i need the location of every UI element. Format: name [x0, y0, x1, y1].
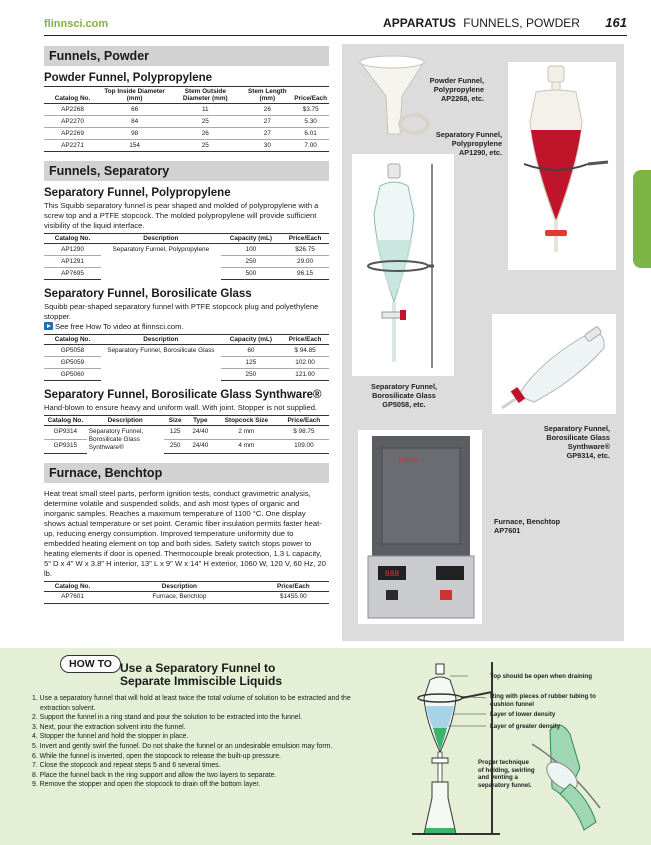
caption-line: AP1290, etc. [459, 148, 502, 157]
catalog-no: AP2271 [44, 140, 101, 152]
col-header: Type [187, 416, 214, 426]
cell: 4 mm [214, 439, 279, 453]
col-header: Stem Length (mm) [242, 87, 292, 104]
video-link-text: See free How To video at flinnsci.com. [55, 322, 184, 331]
col-header: Capacity (mL) [221, 335, 281, 345]
table-row [44, 116, 329, 128]
furnace-brand: Thermo [398, 458, 419, 464]
left-column [44, 42, 329, 604]
col-header: Stopcock Size [214, 416, 279, 426]
section-tab [633, 170, 651, 268]
caption-line: Furnace, Benchtop [494, 517, 561, 526]
diagram-label-top: Top should be open when draining [490, 673, 592, 680]
table-row [44, 104, 329, 116]
caption-line: Polypropylene [451, 139, 502, 148]
cell: 250 [164, 439, 187, 453]
cell: 24/40 [187, 439, 214, 453]
howto-title-line: Separate Immiscible Liquids [120, 674, 283, 688]
caption-line: Borosilicate Glass [372, 391, 436, 400]
cell: 154 [101, 140, 168, 152]
col-header: Stem Outside Diameter (mm) [168, 87, 242, 104]
description-cell: Separatory Funnel, Borosilicate Glass [101, 345, 221, 381]
synthware-table [44, 415, 329, 454]
step-item: 5. Invert and gently swirl the funnel. Do not shake the funnel or an undesirable emulsion may form. [32, 742, 333, 750]
caption-sep-pp [420, 130, 502, 157]
catalog-no: GP5059 [44, 357, 101, 369]
cell: 24/40 [187, 426, 214, 440]
col-header: Price/Each [292, 87, 329, 104]
cell: 26 [242, 104, 292, 116]
sep-funnel-synthware-image [492, 314, 616, 414]
price: 109.00 [279, 439, 329, 453]
label-line: cushion funnel [490, 700, 534, 708]
product-title-powder-funnel: Powder Funnel, Polypropylene [44, 72, 213, 84]
cell: 60 [221, 345, 281, 357]
col-header: Catalog No. [44, 416, 87, 426]
catalog-no: GP9314 [44, 426, 87, 440]
caption-line: GP9314, etc. [566, 451, 610, 460]
price: 102.00 [281, 357, 329, 369]
col-header: Description [101, 234, 221, 244]
product-title-sep-pp: Separatory Funnel, Polypropylene [44, 187, 231, 199]
col-header: Catalog No. [44, 335, 101, 345]
step-item: 6. While the funnel is inverted, open the stopcock to release the built-up pressure. [32, 752, 281, 760]
caption-sep-glass [350, 382, 458, 409]
powder-funnel-table [44, 86, 329, 152]
label-line: separatory funnel. [478, 781, 532, 789]
caption-line: Separatory Funnel, [370, 382, 438, 391]
caption-line: AP2268, etc. [441, 94, 484, 103]
separatory-funnel-diagram [400, 658, 610, 838]
catalog-no: AP2270 [44, 116, 101, 128]
cell: 2 mm [214, 426, 279, 440]
price: 5.30 [292, 116, 329, 128]
cell: Furnace, Benchtop [101, 591, 258, 603]
price: 6.01 [292, 128, 329, 140]
table-row [44, 128, 329, 140]
price: $26.75 [281, 244, 329, 256]
section-title-powder: Funnels, Powder [44, 46, 329, 66]
howto-badge: HOW TO [60, 655, 121, 673]
col-header: Catalog No. [44, 87, 101, 104]
catalog-no: AP2268 [44, 104, 101, 116]
catalog-no: AP1291 [44, 256, 101, 268]
product-title-sep-glass: Separatory Funnel, Borosilicate Glass [44, 288, 252, 300]
caption-line: Synthware® [567, 442, 610, 451]
price: 29.00 [281, 256, 329, 268]
furnace-image [358, 430, 482, 624]
caption-line: Separatory Funnel, [543, 424, 610, 433]
price: 7.00 [292, 140, 329, 152]
diagram-label-proper [478, 759, 535, 789]
howto-steps [32, 694, 362, 790]
sep-funnel-glass-image [352, 154, 454, 376]
table-row [44, 244, 329, 256]
col-header: Catalog No. [44, 234, 101, 244]
col-header: Capacity (mL) [221, 234, 281, 244]
section-title-separatory: Funnels, Separatory [44, 161, 329, 181]
cell: 66 [101, 104, 168, 116]
furnace-table [44, 581, 329, 604]
cell: 98 [101, 128, 168, 140]
description-cell: Separatory Funnel, Borosilicate Glass Synthware® [87, 426, 164, 454]
header-subcategory: FUNNELS, POWDER [463, 16, 580, 30]
cell: 125 [221, 357, 281, 369]
step-item: 8. Place the funnel back in the ring support and allow the two layers to separate. [32, 771, 277, 779]
howto-title [120, 662, 282, 688]
product-description: Heat treat small steel parts, perform ignition tests, conduct gravimetric analysis, determine volatile and suspended solids, and ash most types of organic and inorganic samples. Reaches a maximum temperature of 1100 °C. One display shows actual temperature or set point. Ceramic fiber insulation permits faster heat-up, reducing energy consumption. Improved temperature uniformity due to embedded heating element on top and both sides. Safety switch stops power to heating elements if door is opened. Thermocouple break protection, 1.3 L capacity, 5" D x 4" W x 3.8" H interior, 13" L x 9" W x 14" H exterior, 1060 W, 120 V, 60 Hz, 20 lb. [44, 488, 326, 578]
catalog-no: GP5058 [44, 345, 101, 357]
col-header: Price/Each [281, 335, 329, 345]
price: 121.00 [281, 369, 329, 381]
howto-title-line: Use a Separatory Funnel to [120, 661, 276, 675]
caption-furnace [494, 517, 594, 535]
svg-text:888: 888 [384, 570, 400, 579]
cell: 500 [221, 268, 281, 280]
catalog-no: GP9315 [44, 439, 87, 453]
step-item: 9. Remove the stopper and open the stopcock to drain off the bottom layer. [32, 781, 261, 789]
col-header: Description [101, 581, 258, 591]
product-photo-panel [342, 44, 624, 641]
step-item: 4. Stopper the funnel and hold the stopper in place. [32, 733, 189, 741]
label-line: Ring with pieces of rubber tubing to [490, 693, 596, 700]
price: $1455.00 [258, 591, 329, 603]
caption-synthware [512, 424, 610, 460]
sep-glass-table [44, 334, 329, 381]
caption-line: Separatory Funnel, [435, 130, 502, 139]
cell: 26 [168, 128, 242, 140]
howto-panel [0, 648, 651, 845]
product-title-synthware: Separatory Funnel, Borosilicate Glass Synthware® [44, 389, 322, 401]
price: $3.75 [292, 104, 329, 116]
label-line: and venting a [478, 774, 518, 781]
cell: 25 [168, 140, 242, 152]
col-header: Price/Each [258, 581, 329, 591]
description-cell: Separatory Funnel, Polypropylene [101, 244, 221, 280]
label-line: Proper technique [478, 759, 529, 766]
col-header: Price/Each [279, 416, 329, 426]
price: $ 94.85 [281, 345, 329, 357]
col-header: Description [87, 416, 164, 426]
diagram-label-ring [490, 693, 596, 708]
section-title-furnace: Furnace, Benchtop [44, 463, 329, 483]
cell: 27 [242, 116, 292, 128]
product-description: Squibb pear-shaped separatory funnel with PTFE stopcock plug and polyethylene stopper. [44, 302, 319, 321]
catalog-no: AP1290 [44, 244, 101, 256]
video-link[interactable] [44, 322, 329, 332]
label-line: of holding, swirling [478, 766, 535, 774]
catalog-no: GP5060 [44, 369, 101, 381]
page-number: 161 [605, 15, 627, 30]
step-item: 1. Use a separatory funnel that will hold at least twice the total volume of solution to be extracted and the extraction solvent. [32, 695, 351, 712]
cell: 11 [168, 104, 242, 116]
cell: 84 [101, 116, 168, 128]
col-header: Catalog No. [44, 581, 101, 591]
sep-pp-table [44, 233, 329, 280]
header-category: APPARATUS [383, 16, 456, 30]
catalog-no: AP2269 [44, 128, 101, 140]
table-row [44, 591, 329, 603]
cell: 250 [221, 369, 281, 381]
caption-line: Borosilicate Glass [546, 433, 610, 442]
price: $ 98.75 [279, 426, 329, 440]
caption-line: Powder Funnel, [429, 76, 484, 85]
table-row [44, 140, 329, 152]
step-item: 2. Support the funnel in a ring stand and pour the solution to be extracted into the funnel. [32, 714, 303, 722]
table-row [44, 345, 329, 357]
price: 96.15 [281, 268, 329, 280]
step-item: 3. Next, pour the extraction solvent into the funnel. [32, 723, 186, 731]
caption-powder-funnel [402, 76, 484, 103]
cell: 27 [242, 128, 292, 140]
product-description: Hand-blown to ensure heavy and uniform wall. With joint. Stopper is not supplied. [44, 403, 318, 412]
catalog-no: AP7695 [44, 268, 101, 280]
running-header [383, 15, 627, 30]
play-icon [44, 322, 53, 330]
cell: 125 [164, 426, 187, 440]
cell: 25 [168, 116, 242, 128]
table-row [44, 426, 329, 440]
caption-line: Polypropylene [433, 85, 484, 94]
sep-funnel-pp-image [508, 62, 616, 270]
caption-line: GP5058, etc. [382, 400, 426, 409]
catalog-no: AP7601 [44, 591, 101, 603]
header-rule [44, 35, 627, 36]
col-header: Size [164, 416, 187, 426]
step-item: 7. Close the stopcock and repeat steps 5 and 6 several times. [32, 762, 221, 770]
diagram-label-lower: Layer of lower density [490, 711, 556, 718]
cell: 100 [221, 244, 281, 256]
cell: 30 [242, 140, 292, 152]
col-header: Price/Each [281, 234, 329, 244]
caption-line: AP7601 [494, 526, 521, 535]
product-description: This Squibb separatory funnel is pear shaped and molded of polypropylene with a screw top and a PTFE stopcock. The molded polypropylene will provide sufficient visibility of the liquid interface. [44, 201, 319, 230]
site-url[interactable]: flinnsci.com [44, 18, 109, 30]
cell: 250 [221, 256, 281, 268]
col-header: Description [101, 335, 221, 345]
col-header: Top Inside Diameter (mm) [101, 87, 168, 104]
diagram-label-greater: Layer of greater density [490, 723, 561, 730]
